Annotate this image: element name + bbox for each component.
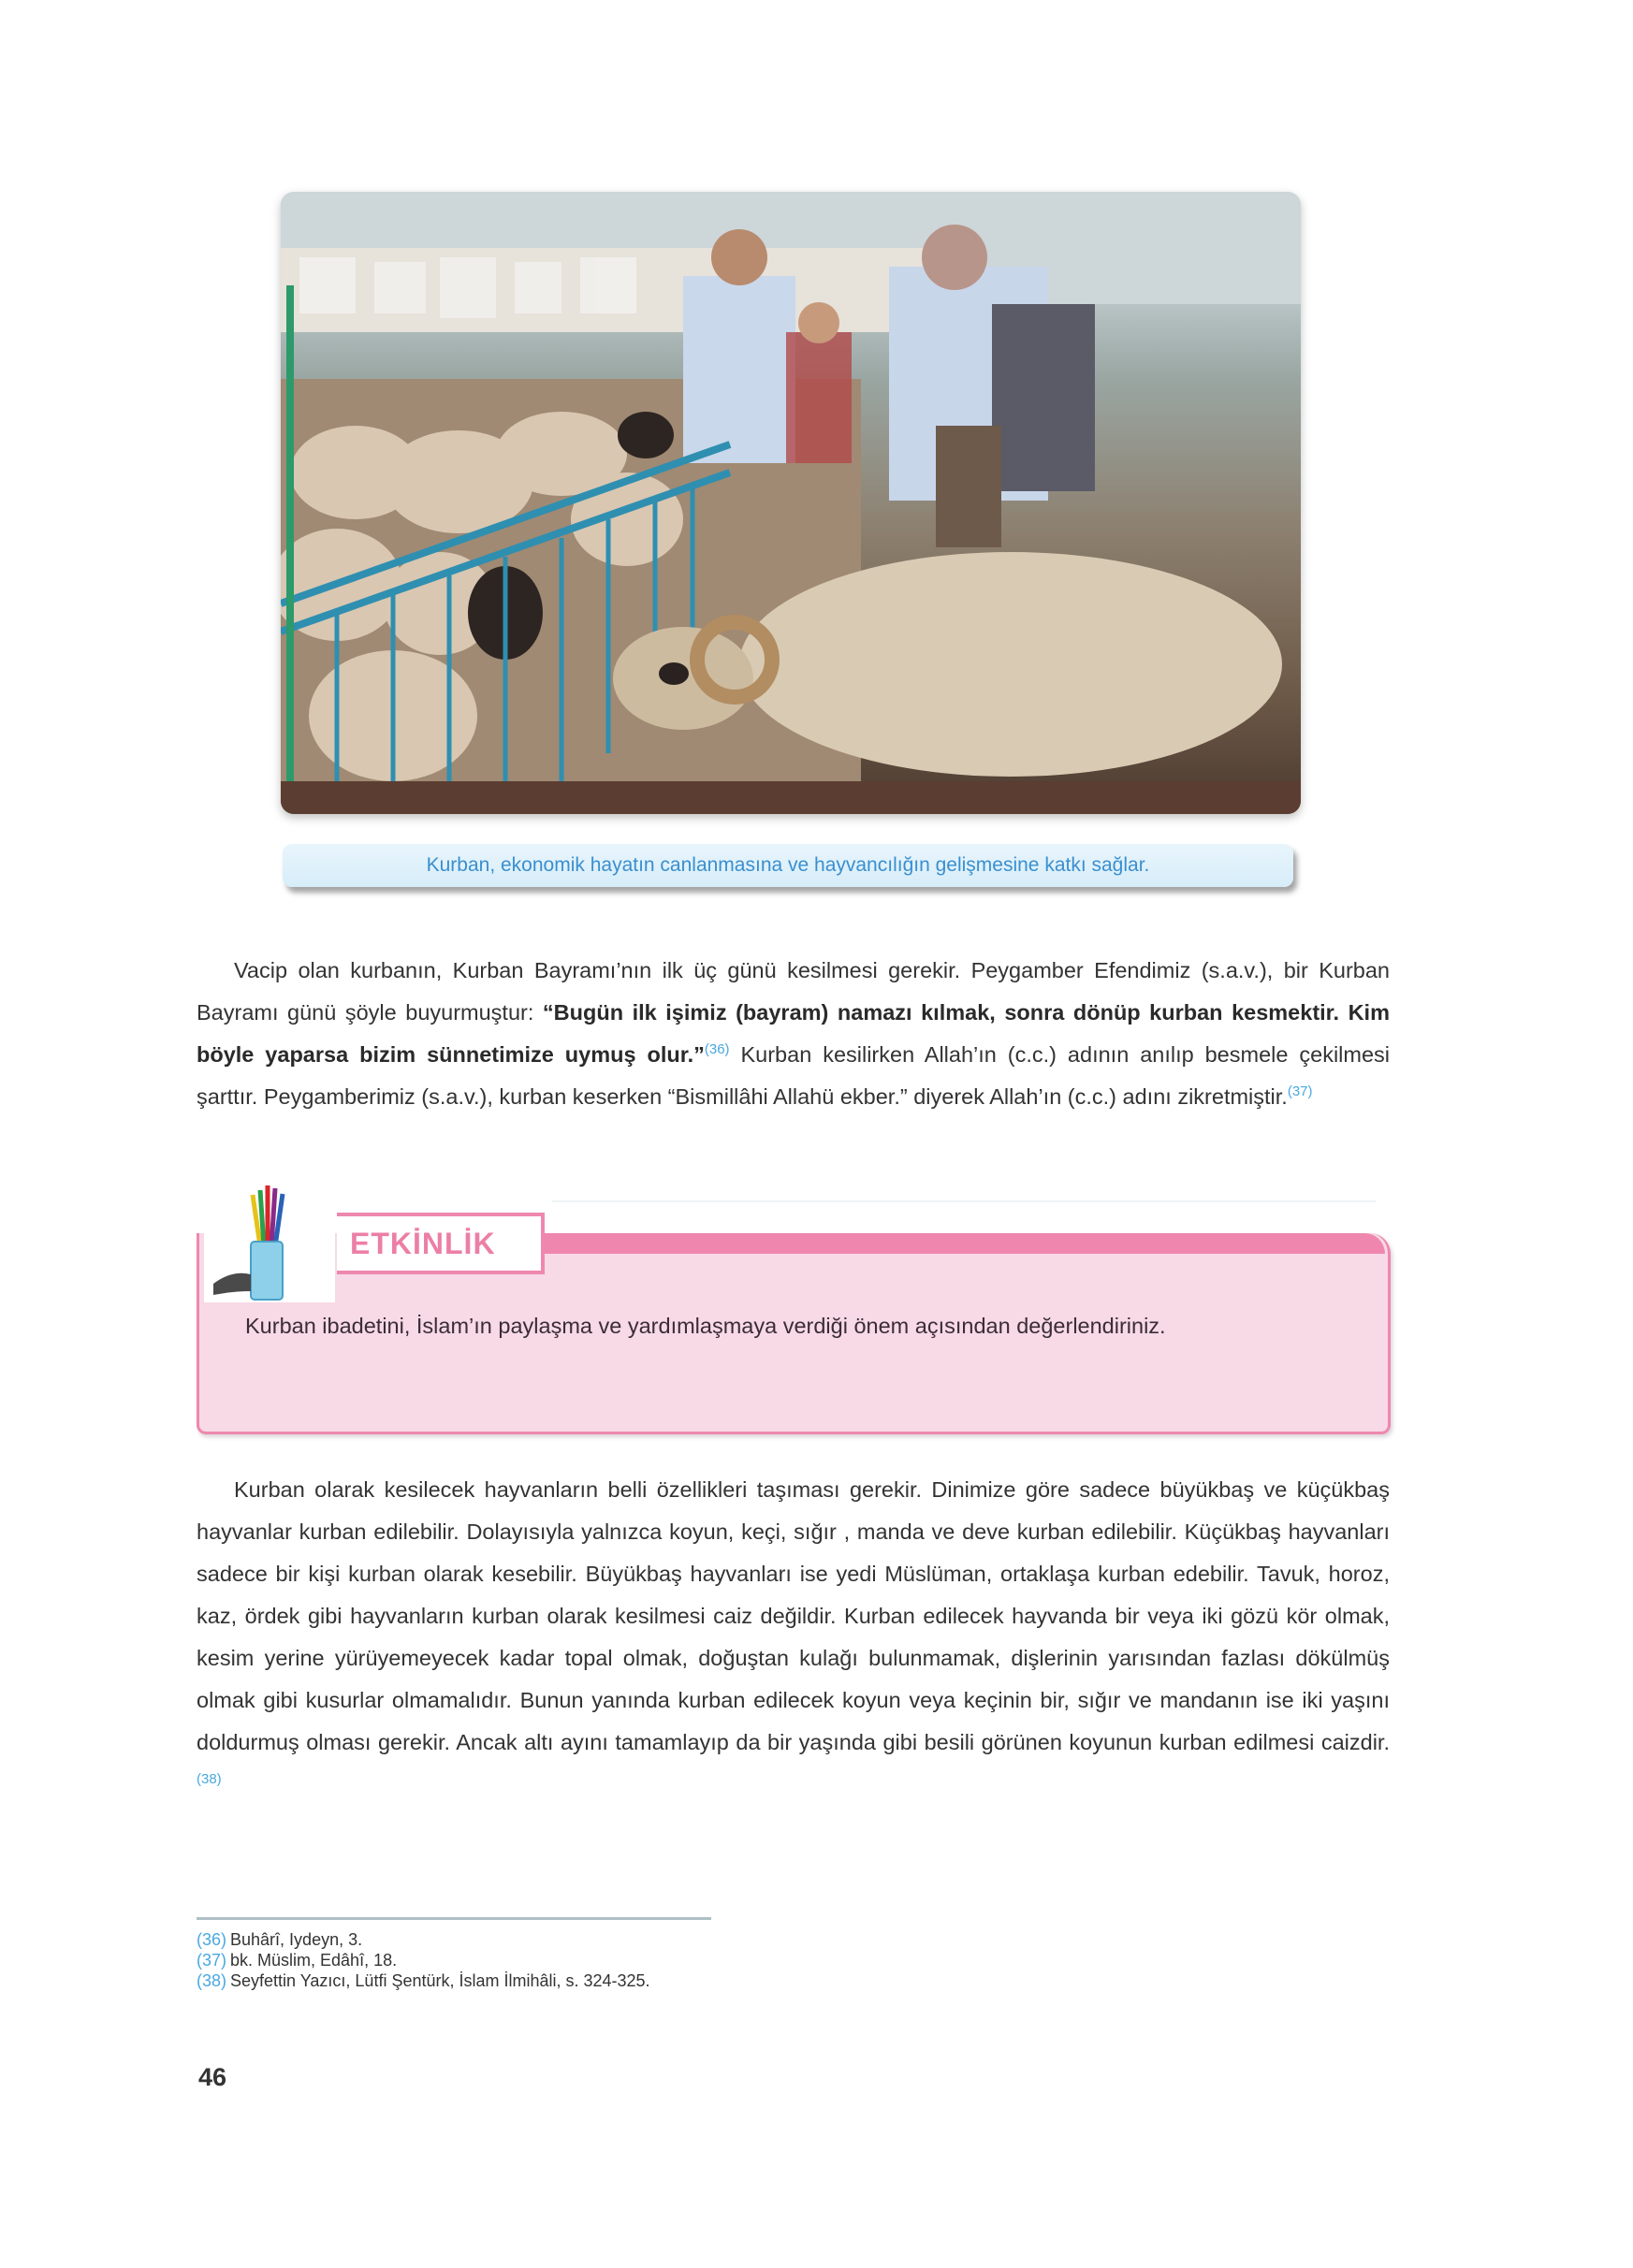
body-paragraph-1: [197, 950, 1390, 1118]
activity-text: [204, 1305, 1369, 1346]
photo-caption: Kurban, ekonomik hayatın canlanmasına ve hayvancılığın gelişmesine katkı sağlar.: [283, 844, 1293, 887]
activity-prompt: Kurban ibadetini, İslam’ın paylaşma ve yardımlaşmaya verdiği önem açısından değerlendiriniz.: [245, 1314, 1166, 1338]
activity-title: ETKİNLİK: [337, 1213, 545, 1274]
activity-top-divider: [552, 1200, 1376, 1202]
footnote-ref-37[interactable]: (37): [1287, 1083, 1313, 1100]
footnotes: [197, 1929, 650, 1991]
hadith-quote: “Bugün ilk işimiz (bayram) namazı kılmak, sonra dönüp kurban kesmektir. Kim böyle yaparsa bizim sünnetimize uymuş olur.”: [197, 1000, 1390, 1067]
market-photo: [281, 192, 1301, 814]
paragraph-1-intro: Vacip olan kurbanın, Kurban Bayramı’nın ilk üç günü kesilmesi gerekir. Peygamber Efendimiz (s.a.v.), bir Kurban Bayramı günü şöyle buyurmuştur:: [197, 958, 1390, 1025]
paragraph-1-middle: Kurban kesilirken Allah’ın (c.c.) adının anılıp besmele çekilmesi şarttır. Peygamberimiz (s.a.v.), kurban keserken “Bismillâhi Allahü ekber.” diyerek Allah’ın (c.c.) adını zikretmiştir.: [197, 1042, 1390, 1109]
footnote-36: (36) Buhârî, Iydeyn, 3.: [197, 1930, 363, 1949]
footnote-37: (37) bk. Müslim, Edâhî, 18.: [197, 1951, 398, 1970]
activity-header-band: [524, 1233, 1385, 1254]
footnote-ref-38[interactable]: (38): [197, 1771, 222, 1788]
page-number: 46: [198, 2063, 227, 2091]
photo-icon: [281, 192, 1301, 814]
footnote-divider: [197, 1917, 711, 1920]
pencil-cup-icon: [204, 1181, 335, 1302]
body-paragraph-2: [197, 1469, 1390, 1806]
footnote-38: (38) Seyfettin Yazıcı, Lütfi Şentürk, İslam İlmihâli, s. 324-325.: [197, 1971, 650, 1990]
footnote-ref-36[interactable]: (36): [704, 1041, 730, 1058]
paragraph-2-text: Kurban olarak kesilecek hayvanların belli özellikleri taşıması gerekir. Dinimize göre sadece büyükbaş ve küçükbaş hayvanlar kurban edilebilir. Dolayısıyla yalnızca koyun, keçi, sığır , manda ve deve kurban edilebilir. Küçükbaş hayvanları sadece bir kişi kurban olarak kesebilir. Büyükbaş hayvanları ise yedi Müslüman, ortaklaşa kurban edebilir. Tavuk, horoz, kaz, ördek gibi hayvanların kurban olarak kesilmesi caiz değildir. Kurban edilecek hayvanda bir veya iki gözü kör olmak, kesim yerine yürüyemeyecek kadar topal olmak, doğuştan kulağı bulunmamak, dişlerinin yarısından fazlası dökülmüş olmak gibi kusurlar olmamalıdır. Bunun yanında kurban edilecek koyun veya keçinin bir, sığır ve mandanın ise iki yaşını doldurmuş olması gerekir. Ancak altı ayını tamamlayıp da bir yaşında gibi besili görünen koyunun kurban edilmesi caizdir.: [197, 1477, 1390, 1754]
